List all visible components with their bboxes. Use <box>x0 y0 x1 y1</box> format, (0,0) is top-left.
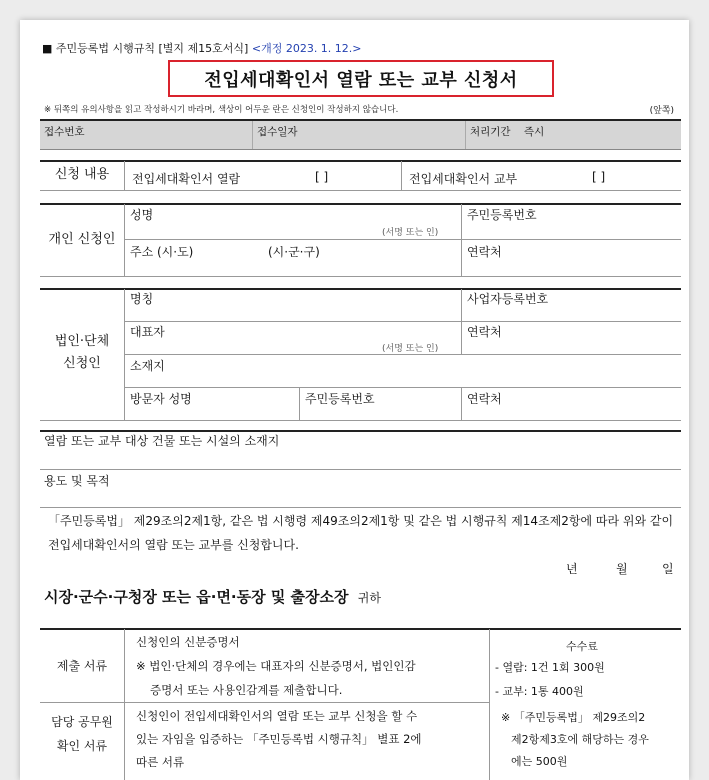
instruction-notice: ※ 뒤쪽의 유의사항을 읽고 작성하시기 바라며, 색상이 어두운 란은 신청인이 작성하지 않습니다. <box>44 105 399 115</box>
addressee-authority <box>44 586 381 607</box>
fee-note-line1: ※ 「주민등록법」 제29조의2 <box>501 711 646 724</box>
column-divider <box>461 204 462 276</box>
view-option-checkbox[interactable]: [ ] <box>315 170 329 184</box>
row-divider <box>124 239 681 240</box>
column-divider <box>299 387 300 420</box>
fee-note-line3: 에는 500원 <box>511 755 568 768</box>
receipt-row <box>40 119 681 150</box>
row-divider <box>40 507 681 508</box>
visitor-rrn-field[interactable]: 주민등록번호 <box>305 392 375 406</box>
corporate-applicant-label <box>40 331 124 375</box>
processing-period-value: 즉시 <box>523 126 545 138</box>
representative-field[interactable]: 대표자 <box>130 325 165 339</box>
view-option-label: 전입세대확인서 열람 <box>132 172 241 186</box>
date-year-field[interactable]: 년 <box>566 562 578 576</box>
row-divider <box>124 354 681 355</box>
date-day-field[interactable]: 일 <box>662 562 674 576</box>
date-month-field[interactable]: 월 <box>616 562 628 576</box>
verify-doc-line2: 있는 자임을 입증하는 「주민등록법 시행규칙」 별표 2에 <box>136 732 422 746</box>
issue-option-label: 전입세대확인서 교부 <box>409 172 518 186</box>
official-verification-label <box>40 710 124 758</box>
individual-address-sub: (시·군·구) <box>268 245 320 259</box>
section-divider <box>40 203 681 205</box>
column-divider <box>401 161 402 190</box>
fee-view: - 열람: 1건 1회 300원 <box>495 661 605 674</box>
verify-label-line2: 확인 서류 <box>56 739 108 753</box>
individual-rrn-field[interactable]: 주민등록번호 <box>467 208 537 222</box>
row-divider <box>124 321 681 322</box>
regulation-reference <box>42 40 362 56</box>
declaration-text: 「주민등록법」 제29조의2제1항, 같은 법 시행령 제49조의2제1항 및 같은 법 시행규칙 제14조제2항에 따라 위와 같이 전입세대확인서의 열람 또는 교부를 신청합니다. <box>48 514 674 552</box>
column-divider <box>124 629 125 780</box>
submit-documents-label: 제출 서류 <box>56 659 108 673</box>
form-title: 전입세대확인서 열람 또는 교부 신청서 <box>204 69 518 91</box>
verify-doc-line3: 따른 서류 <box>136 755 185 769</box>
row-divider <box>124 387 681 388</box>
processing-period-label: 처리기간 <box>470 126 511 138</box>
individual-applicant-label: 개인 신청인 <box>48 232 116 247</box>
section-divider <box>40 160 681 162</box>
visitor-contact-field[interactable]: 연락처 <box>467 392 502 406</box>
column-divider <box>124 161 125 190</box>
column-divider <box>489 629 490 780</box>
signature-hint: (서명 또는 인) <box>382 228 439 238</box>
column-divider <box>124 204 125 276</box>
individual-address-field[interactable]: 주소 (시·도) <box>130 245 194 259</box>
section-divider <box>40 190 681 191</box>
row-divider <box>40 469 681 470</box>
receipt-date-label: 접수일자 <box>257 126 298 138</box>
corporate-label-line2: 신청인 <box>63 356 101 371</box>
form-title-box <box>168 60 554 97</box>
verify-label-line1: 담당 공무원 <box>51 715 113 729</box>
authority-name: 시장·군수·구청장 또는 읍·면·동장 및 출장소장 <box>44 588 349 606</box>
column-divider <box>124 289 125 420</box>
individual-name-field[interactable]: 성명 <box>130 208 154 222</box>
column-divider <box>461 289 462 354</box>
regulation-text: ■ 주민등록법 시행규칙 [별지 제15호서식] <box>42 42 249 55</box>
revision-date: <개정 2023. 1. 12.> <box>251 42 362 55</box>
business-registration-field[interactable]: 사업자등록번호 <box>467 292 549 306</box>
purpose-field[interactable]: 용도 및 목적 <box>44 474 110 488</box>
issue-option-checkbox[interactable]: [ ] <box>592 170 606 184</box>
request-content-label: 신청 내용 <box>54 167 110 182</box>
application-form-page <box>20 20 689 780</box>
corporate-label-line1: 법인·단체 <box>54 334 110 349</box>
fee-note-line2: 제2항제3호에 해당하는 경우 <box>511 733 649 746</box>
receipt-number-label: 접수번호 <box>44 126 85 138</box>
column-divider <box>461 387 462 420</box>
processing-period-field <box>466 121 681 149</box>
individual-contact-field[interactable]: 연락처 <box>467 245 502 259</box>
verify-doc-line1: 신청인이 전입세대확인서의 열람 또는 교부 신청을 할 수 <box>136 709 418 723</box>
fee-title: 수수료 <box>566 640 598 653</box>
page-side-label: (앞쪽) <box>649 106 674 116</box>
corporate-contact-field[interactable]: 연락처 <box>467 325 502 339</box>
submit-doc-line3: 증명서 또는 사용인감계를 제출합니다. <box>150 683 343 697</box>
section-divider <box>40 276 681 277</box>
signature-hint: (서명 또는 인) <box>382 344 439 354</box>
corporate-location-field[interactable]: 소재지 <box>130 359 165 373</box>
section-divider <box>40 420 681 421</box>
submit-doc-line1: 신청인의 신분증명서 <box>136 635 240 649</box>
fee-issue: - 교부: 1통 400원 <box>495 685 584 698</box>
corporate-name-field[interactable]: 명칭 <box>130 292 154 306</box>
authority-honorific: 귀하 <box>357 591 381 605</box>
submit-doc-line2: ※ 법인·단체의 경우에는 대표자의 신분증명서, 법인인감 <box>136 659 416 673</box>
visitor-name-field[interactable]: 방문자 성명 <box>130 392 192 406</box>
receipt-date-field[interactable] <box>253 121 466 149</box>
row-divider <box>40 702 489 703</box>
receipt-number-field[interactable] <box>40 121 253 149</box>
target-building-field[interactable]: 열람 또는 교부 대상 건물 또는 시설의 소재지 <box>44 434 280 448</box>
